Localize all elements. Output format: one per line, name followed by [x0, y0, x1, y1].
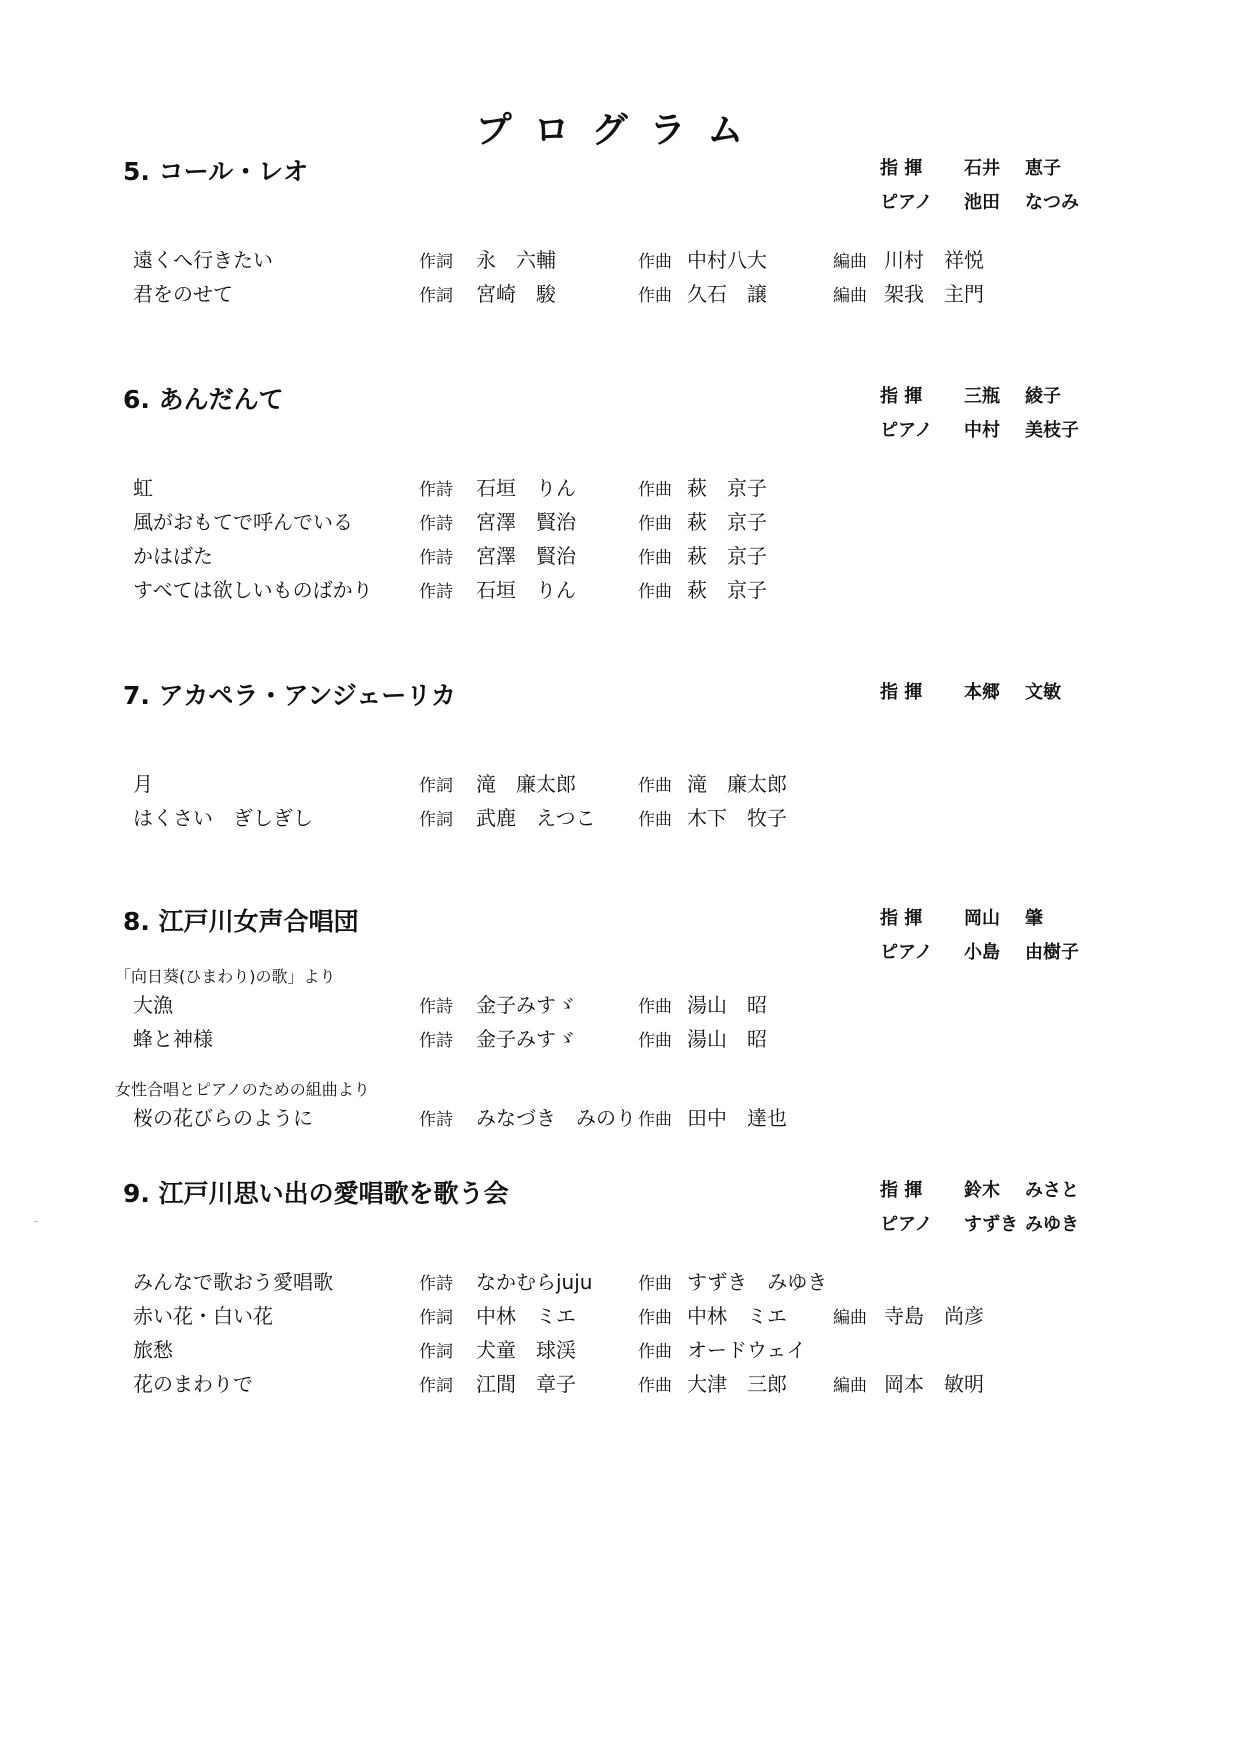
staff-surname: 三瓶: [964, 386, 1000, 407]
composer-name: 木下 牧子: [687, 806, 787, 830]
song-title: 桜の花びらのように: [133, 1106, 313, 1130]
scan-speck: [34, 1221, 38, 1222]
song-row: [0, 1266, 1241, 1300]
composer-name: 田中 達也: [687, 1106, 787, 1130]
song-row: [0, 1368, 1241, 1402]
staff-given-name: みゆき: [1025, 1214, 1079, 1235]
composer-label: 作曲: [638, 548, 672, 568]
song-row: [0, 540, 1241, 574]
song-row: [0, 1300, 1241, 1334]
staff-surname: 岡山: [964, 908, 1000, 929]
lyricist-name: なかむらjuju: [476, 1270, 593, 1294]
staff-given-name: 由樹子: [1025, 942, 1079, 963]
arranger-label: 編曲: [833, 286, 867, 306]
song-title: 遠くへ行きたい: [133, 248, 273, 272]
lyricist-name: 宮崎 駿: [476, 282, 556, 306]
composer-name: すずき みゆき: [687, 1270, 828, 1294]
staff-surname: 鈴木: [964, 1180, 1000, 1201]
section-title: 5. コール・レオ: [123, 157, 309, 186]
lyricist-label: 作詩: [419, 548, 453, 568]
lyricist-name: 中林 ミエ: [476, 1304, 576, 1328]
lyricist-label: 作詞: [419, 252, 453, 272]
composer-name: 中村八大: [687, 248, 767, 272]
staff-surname: 本郷: [964, 682, 1000, 703]
arranger-name: 川村 祥悦: [884, 248, 984, 272]
composer-label: 作曲: [638, 480, 672, 500]
composer-name: 萩 京子: [687, 510, 767, 534]
lyricist-label: 作詩: [419, 997, 453, 1017]
song-row: [0, 506, 1241, 540]
song-title: 君をのせて: [133, 282, 233, 306]
song-row: [0, 802, 1241, 836]
lyricist-label: 作詞: [419, 1342, 453, 1362]
lyricist-label: 作詩: [419, 514, 453, 534]
staff-surname: 中村: [964, 420, 1000, 441]
lyricist-label: 作詩: [419, 582, 453, 602]
lyricist-name: 江間 章子: [476, 1372, 576, 1396]
composer-label: 作曲: [638, 810, 672, 830]
staff-given-name: 恵子: [1025, 158, 1061, 179]
song-title: 赤い花・白い花: [133, 1304, 273, 1328]
song-row: [0, 1023, 1241, 1057]
lyricist-name: 宮澤 賢治: [476, 544, 576, 568]
song-title: はくさい ぎしぎし: [133, 806, 313, 830]
lyricist-label: 作詩: [419, 480, 453, 500]
composer-name: 湯山 昭: [687, 993, 767, 1017]
staff-surname: 石井: [964, 158, 1000, 179]
composer-label: 作曲: [638, 1274, 672, 1294]
lyricist-name: 石垣 りん: [476, 476, 576, 500]
staff-given-name: 綾子: [1025, 386, 1061, 407]
lyricist-name: みなづき みのり: [476, 1106, 636, 1130]
staff-role: 指 揮: [880, 908, 923, 929]
staff-role: 指 揮: [880, 1180, 923, 1201]
composer-label: 作曲: [638, 776, 672, 796]
arranger-name: 架我 主門: [884, 282, 984, 306]
lyricist-name: 金子みすゞ: [476, 1027, 576, 1051]
staff-surname: 池田: [964, 192, 1000, 213]
lyricist-label: 作詞: [419, 810, 453, 830]
suite-note: 「向日葵(ひまわり)の歌」より: [115, 967, 336, 986]
lyricist-label: 作詞: [419, 1376, 453, 1396]
staff-role: ピアノ: [880, 1214, 933, 1235]
lyricist-name: 犬童 球渓: [476, 1338, 576, 1362]
lyricist-label: 作詞: [419, 1308, 453, 1328]
composer-name: オードウェイ: [687, 1338, 807, 1362]
composer-name: 滝 廉太郎: [687, 772, 787, 796]
composer-label: 作曲: [638, 1031, 672, 1051]
song-title: かはばた: [133, 544, 213, 568]
lyricist-label: 作詩: [419, 1031, 453, 1051]
lyricist-name: 石垣 りん: [476, 578, 576, 602]
staff-role: ピアノ: [880, 942, 933, 963]
lyricist-name: 宮澤 賢治: [476, 510, 576, 534]
staff-role: ピアノ: [880, 420, 933, 441]
song-row: [0, 472, 1241, 506]
composer-label: 作曲: [638, 514, 672, 534]
arranger-label: 編曲: [833, 1376, 867, 1396]
staff-given-name: みさと: [1025, 1180, 1079, 1201]
lyricist-name: 永 六輔: [476, 248, 556, 272]
composer-label: 作曲: [638, 582, 672, 602]
staff-role: 指 揮: [880, 682, 923, 703]
staff-role: 指 揮: [880, 158, 923, 179]
song-row: [0, 768, 1241, 802]
song-title: 月: [133, 772, 153, 796]
staff-given-name: 文敏: [1025, 682, 1061, 703]
composer-label: 作曲: [638, 286, 672, 306]
song-title: 花のまわりで: [133, 1372, 253, 1396]
lyricist-name: 滝 廉太郎: [476, 772, 576, 796]
suite-note: 女性合唱とピアノのための組曲より: [115, 1080, 370, 1099]
section-title: 7. アカペラ・アンジェーリカ: [123, 681, 456, 710]
lyricist-name: 金子みすゞ: [476, 993, 576, 1017]
staff-surname: すずき: [964, 1214, 1019, 1235]
composer-name: 湯山 昭: [687, 1027, 767, 1051]
song-row: [0, 278, 1241, 312]
section-title: 8. 江戸川女声合唱団: [123, 907, 359, 936]
song-row: [0, 1102, 1241, 1136]
composer-name: 久石 譲: [687, 282, 767, 306]
composer-label: 作曲: [638, 997, 672, 1017]
staff-given-name: 肇: [1025, 908, 1043, 929]
song-title: 風がおもてで呼んでいる: [133, 510, 353, 534]
staff-role: 指 揮: [880, 386, 923, 407]
section-title: 6. あんだんて: [123, 385, 284, 414]
lyricist-label: 作詩: [419, 1110, 453, 1130]
section-title: 9. 江戸川思い出の愛唱歌を歌う会: [123, 1179, 509, 1208]
song-row: [0, 989, 1241, 1023]
lyricist-label: 作詞: [419, 776, 453, 796]
composer-label: 作曲: [638, 1110, 672, 1130]
song-title: みんなで歌おう愛唱歌: [133, 1270, 333, 1294]
song-row: [0, 574, 1241, 608]
page-title: プログラム: [475, 110, 766, 151]
song-title: 虹: [133, 476, 153, 500]
composer-label: 作曲: [638, 252, 672, 272]
arranger-label: 編曲: [833, 1308, 867, 1328]
arranger-label: 編曲: [833, 252, 867, 272]
composer-label: 作曲: [638, 1342, 672, 1362]
song-row: [0, 244, 1241, 278]
composer-name: 大津 三郎: [687, 1372, 787, 1396]
staff-role: ピアノ: [880, 192, 933, 213]
song-row: [0, 1334, 1241, 1368]
composer-name: 萩 京子: [687, 578, 767, 602]
song-title: 大漁: [133, 993, 173, 1017]
lyricist-name: 武鹿 えつこ: [476, 806, 596, 830]
composer-label: 作曲: [638, 1376, 672, 1396]
composer-name: 萩 京子: [687, 476, 767, 500]
composer-name: 中林 ミエ: [687, 1304, 787, 1328]
lyricist-label: 作詩: [419, 1274, 453, 1294]
song-title: 蜂と神様: [133, 1027, 213, 1051]
song-title: 旅愁: [133, 1338, 173, 1362]
composer-name: 萩 京子: [687, 544, 767, 568]
arranger-name: 岡本 敏明: [884, 1372, 984, 1396]
composer-label: 作曲: [638, 1308, 672, 1328]
staff-given-name: なつみ: [1025, 192, 1079, 213]
lyricist-label: 作詞: [419, 286, 453, 306]
arranger-name: 寺島 尚彦: [884, 1304, 984, 1328]
staff-surname: 小島: [964, 942, 1000, 963]
staff-given-name: 美枝子: [1025, 420, 1079, 441]
song-title: すべては欲しいものばかり: [133, 578, 373, 602]
